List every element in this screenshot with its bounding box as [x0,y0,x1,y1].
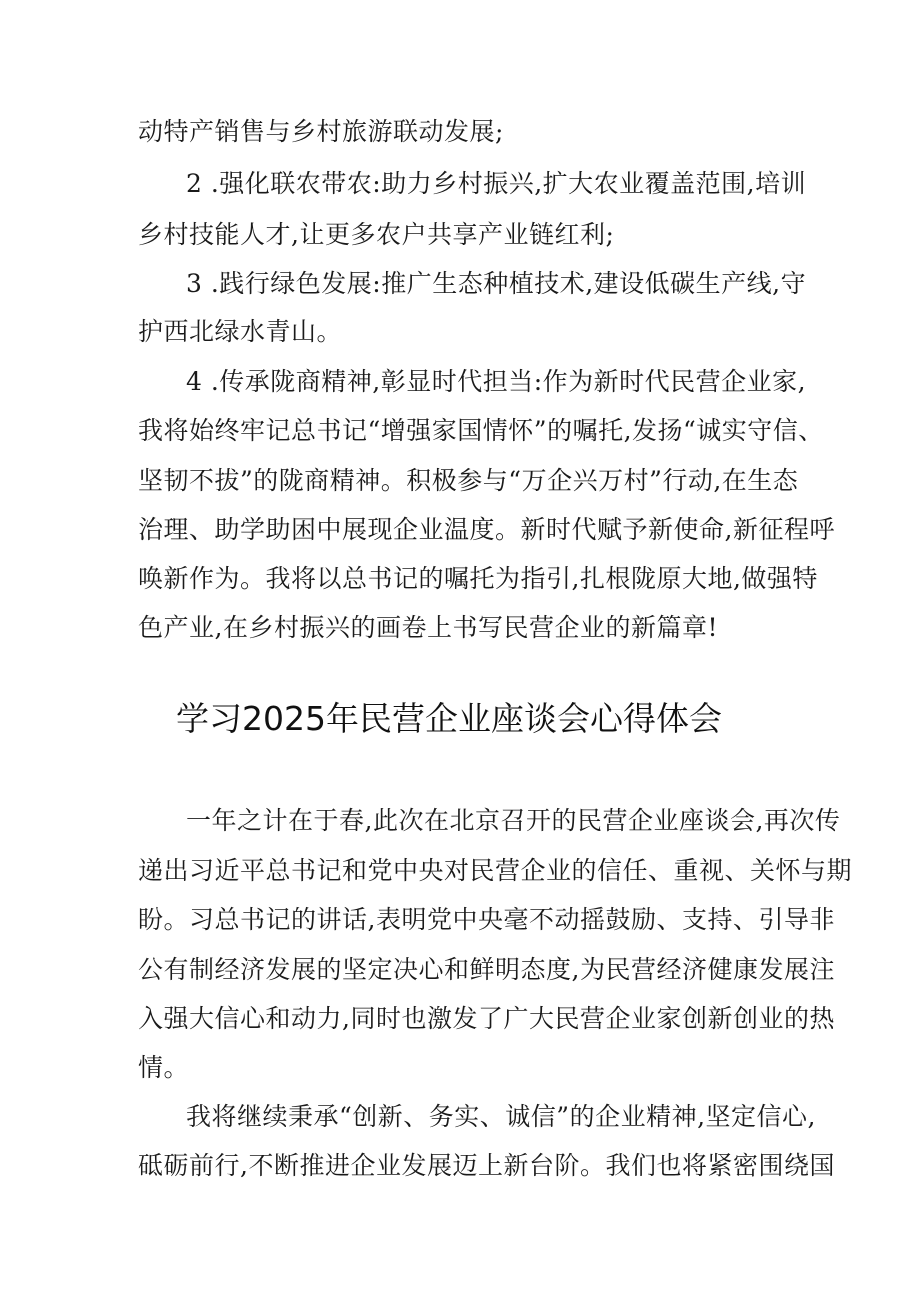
paragraph-1-line: 情。 [138,1053,190,1082]
paragraph-2-line: 我将继续秉承“创新、务实、诚信”的企业精神,坚定信心, [186,1102,816,1131]
page-title: 学习2025年民营企业座谈会心得体会 [176,699,722,738]
paragraph-1-line: 递出习近平总书记和党中央对民营企业的信任、重视、关怀与期 [138,856,853,885]
paragraph-1-line: 入强大信心和动力,同时也激发了广大民营企业家创新创业的热 [138,1004,835,1033]
list-item-4-line: 坚韧不拔”的陇商精神。积极参与“万企兴万村”行动,在生态 [138,466,799,495]
list-item-2-line: 乡村技能人才,让更多农户共享产业链红利; [138,220,615,249]
list-item-3-line: 3 .践行绿色发展:推广生态种植技术,建设低碳生产线,守 [186,269,807,298]
list-item-3-line: 护西北绿水青山。 [138,317,343,346]
list-item-4-line: 治理、助学助困中展现企业温度。新时代赋予新使命,新征程呼 [138,515,835,544]
text-line: 动特产销售与乡村旅游联动发展; [138,117,504,146]
list-item-4-line: 4 .传承陇商精神,彰显时代担当:作为新时代民营企业家, [186,367,807,396]
list-item-4-line: 唤新作为。我将以总书记的嘱托为指引,扎根陇原大地,做强特 [138,564,818,593]
list-item-2-line: 2 .强化联农带农:助力乡村振兴,扩大农业覆盖范围,培训 [186,169,807,198]
paragraph-1-line: 公有制经济发展的坚定决心和鲜明态度,为民营经济健康发展注 [138,955,835,984]
paragraph-1-line: 盼。习总书记的讲话,表明党中央毫不动摇鼓励、支持、引导非 [138,905,835,934]
paragraph-2-line: 砥砺前行,不断推进企业发展迈上新台阶。我们也将紧密围绕国 [138,1151,835,1180]
paragraph-1-line: 一年之计在于春,此次在北京召开的民营企业座谈会,再次传 [186,806,841,835]
list-item-4-line: 我将始终牢记总书记“增强家国情怀”的嘱托,发扬“诚实守信、 [138,416,824,445]
list-item-4-line: 色产业,在乡村振兴的画卷上书写民营企业的新篇章! [138,613,718,642]
